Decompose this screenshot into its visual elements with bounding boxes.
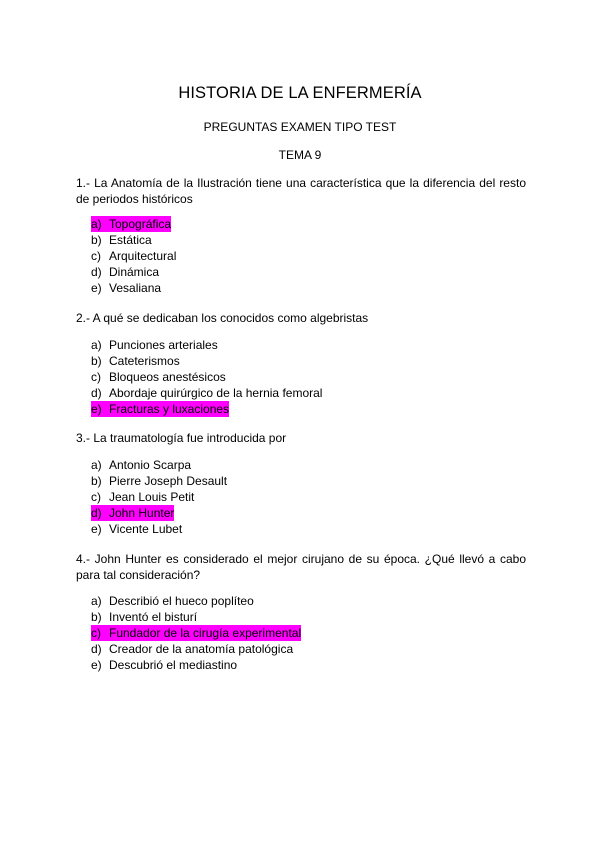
- document-title: HISTORIA DE LA ENFERMERÍA: [178, 84, 422, 102]
- option-d: d) Creador de la anatomía patológica: [91, 642, 294, 656]
- option-c: c) Jean Louis Petit: [91, 490, 195, 504]
- option-c: c) Bloqueos anestésicos: [91, 370, 226, 384]
- option-e: e) Vicente Lubet: [91, 522, 183, 536]
- question-text: 3.- La traumatología fue introducida por: [76, 431, 287, 445]
- question-3: [76, 430, 526, 536]
- question-4: [76, 551, 526, 672]
- option-e: e) Fracturas y luxaciones: [91, 402, 230, 416]
- option-b: b) Inventó el bisturí: [91, 610, 198, 624]
- option-d: d) John Hunter: [91, 506, 175, 520]
- question-text: 4.- John Hunter es considerado el mejor cirujano de su época. ¿Qué llevó a cabo para tal consideración?: [76, 552, 526, 582]
- option-c: c) Fundador de la cirugía experimental: [91, 626, 302, 640]
- option-b: b) Pierre Joseph Desault: [91, 474, 228, 488]
- question-text: 1.- La Anatomía de la Ilustración tiene una característica que la diferencia del resto de periodos históricos: [76, 176, 526, 206]
- question-text: 2.- A qué se dedicaban los conocidos como algebristas: [76, 311, 369, 325]
- option-c: c) Arquitectural: [91, 249, 177, 263]
- option-b: b) Estática: [91, 233, 152, 247]
- option-e: e) Vesaliana: [91, 281, 162, 295]
- options-list: [91, 457, 227, 537]
- option-a: a) Antonio Scarpa: [91, 458, 192, 472]
- option-a: a) Describió el hueco poplíteo: [91, 594, 254, 608]
- option-a: a) Topográfica: [91, 217, 172, 231]
- option-d: d) Dinámica: [91, 265, 160, 279]
- document-subtitle: PREGUNTAS EXAMEN TIPO TEST: [203, 120, 397, 134]
- question-1: [76, 175, 526, 295]
- option-e: e) Descubrió el mediastino: [91, 658, 238, 672]
- option-b: b) Cateterismos: [91, 354, 180, 368]
- options-list: [91, 216, 176, 296]
- options-list: [91, 593, 301, 673]
- option-a: a) Punciones arteriales: [91, 338, 218, 352]
- tema-label: TEMA 9: [278, 148, 322, 162]
- options-list: [91, 337, 322, 417]
- question-2: [76, 310, 526, 416]
- option-d: d) Abordaje quirúrgico de la hernia femoral: [91, 386, 323, 400]
